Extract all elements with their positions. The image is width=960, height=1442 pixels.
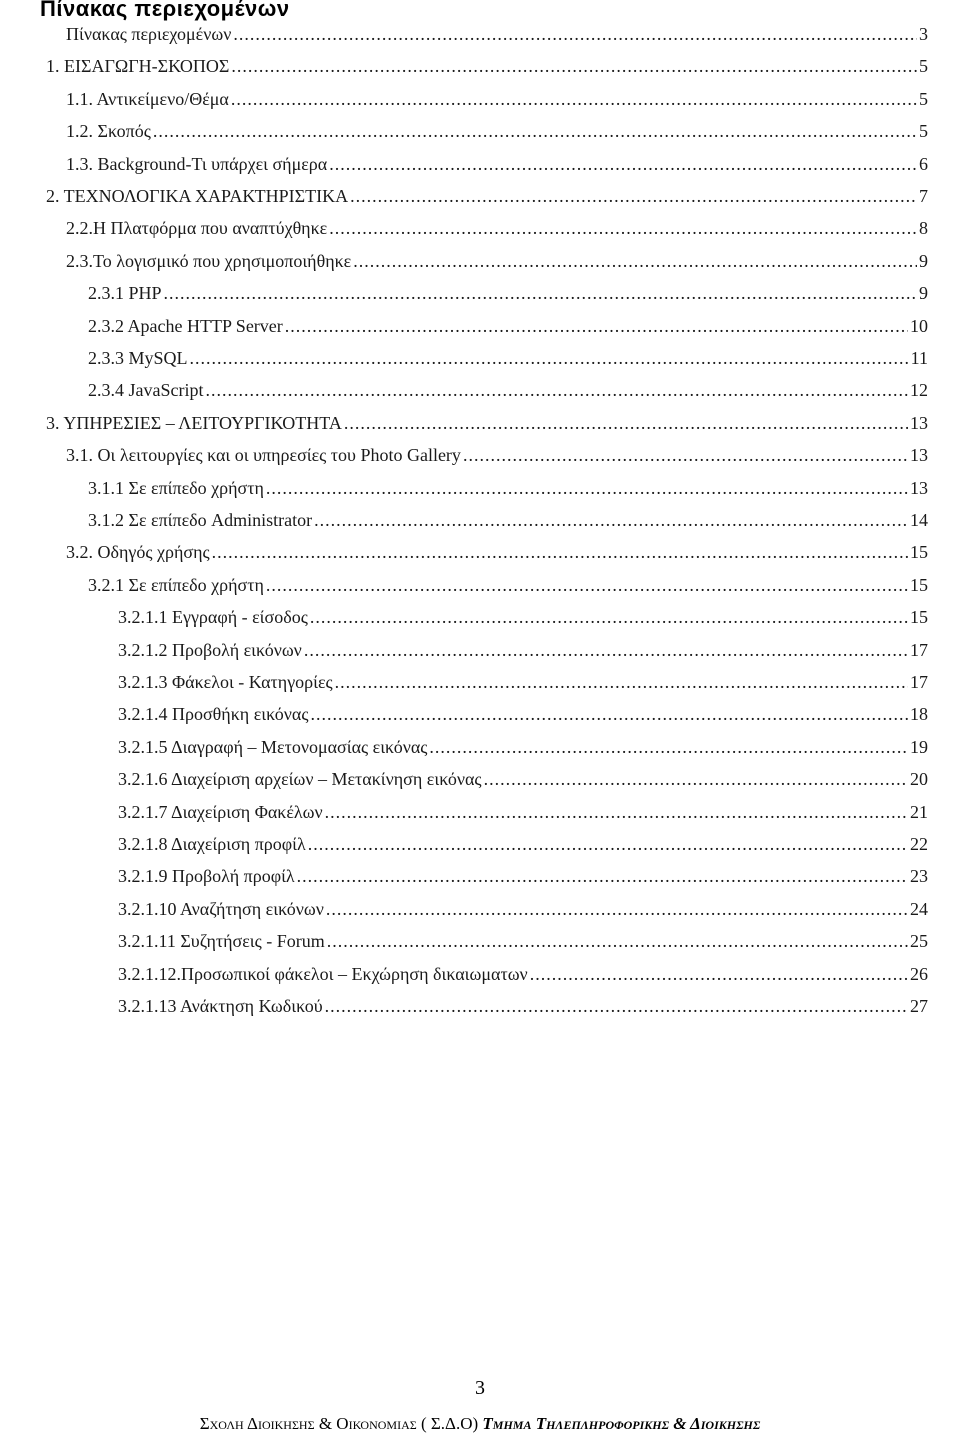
- toc-entry[interactable]: [118, 704, 928, 734]
- toc-leader-dots: [153, 121, 917, 142]
- toc-entry[interactable]: [88, 380, 928, 410]
- footer-school: Σχολη Διοικησης & Οικονομιας ( Σ.Δ.Ο): [199, 1414, 479, 1433]
- toc-heading: Πίνακας περιεχομένων: [40, 0, 290, 21]
- toc-leader-dots: [164, 283, 917, 304]
- toc-entry-label: 3.2.1.3 Φάκελοι - Κατηγορίες: [118, 672, 333, 692]
- toc-entry[interactable]: [88, 510, 928, 540]
- toc-entry-page: 13: [910, 445, 928, 466]
- toc-entry[interactable]: [66, 251, 928, 281]
- toc-entry-page: 5: [919, 88, 928, 109]
- toc-entry-label: 2. ΤΕΧΝΟΛΟΓΙΚΑ ΧΑΡΑΚΤΗΡΙΣΤΙΚΑ: [46, 186, 349, 206]
- toc-leader-dots: [329, 218, 917, 239]
- toc-entry-page: 5: [919, 56, 928, 77]
- toc-entry-page: 13: [910, 477, 928, 498]
- toc-entry-label: 2.3.2 Apache HTTP Server: [88, 315, 283, 336]
- toc-entry-label: 1.3. Background-Τι υπάρχει σήμερα: [66, 153, 328, 174]
- toc-entry-page: 12: [910, 380, 928, 401]
- toc-entry-label: 2.3.1 PHP: [88, 283, 162, 304]
- toc-entry-page: 25: [910, 931, 928, 952]
- toc-entry[interactable]: [88, 348, 928, 378]
- toc-leader-dots: [329, 154, 917, 175]
- toc-leader-dots: [304, 640, 908, 661]
- toc-entry-page: 9: [919, 283, 928, 304]
- toc-entry-label: 3.2.1.13 Ανάκτηση Κωδικού: [118, 996, 323, 1016]
- toc-entry-label: 3.2.1.10 Αναζήτηση εικόνων: [118, 898, 324, 919]
- toc-leader-dots: [285, 316, 908, 337]
- toc-entry-page: 11: [910, 348, 928, 368]
- toc-leader-dots: [429, 737, 908, 758]
- toc-entry-page: 14: [910, 510, 928, 530]
- toc-entry[interactable]: [118, 769, 928, 799]
- toc-entry-label: 3.2.1.12.Προσωπικοί φάκελοι – Εκχώρηση δικαιωματων: [118, 963, 528, 984]
- toc-leader-dots: [530, 964, 908, 985]
- toc-leader-dots: [212, 542, 908, 563]
- toc-leader-dots: [297, 866, 908, 887]
- toc-entry-page: 15: [910, 607, 928, 628]
- toc-entry[interactable]: [118, 996, 928, 1026]
- toc-leader-dots: [335, 672, 908, 693]
- toc-leader-dots: [344, 413, 908, 434]
- toc-entry-label: 3.2.1.6 Διαχείριση αρχείων – Μετακίνηση εικόνας: [118, 769, 482, 790]
- toc-entry-label: 3.2. Οδηγός χρήσης: [66, 542, 210, 563]
- toc-entry-label: 3.2.1.2 Προβολή εικόνων: [118, 639, 302, 660]
- toc-leader-dots: [463, 445, 908, 466]
- toc-entry-label: Πίνακας περιεχομένων: [66, 24, 232, 44]
- toc-entry-label: 3.1. Οι λειτουργίες και οι υπηρεσίες του Photo Gallery: [66, 445, 461, 466]
- toc-entry-page: 9: [919, 250, 928, 271]
- toc-entry-page: 3: [919, 24, 928, 44]
- toc-entry-page: 8: [919, 218, 928, 239]
- footer-department: Τμημα Τηλεπληροφορικης & Διοικησης: [482, 1414, 761, 1433]
- toc-entry-page: 17: [910, 639, 928, 660]
- toc-entry[interactable]: [118, 607, 928, 637]
- toc-leader-dots: [484, 769, 908, 790]
- toc-entry-label: 3.2.1.7 Διαχείριση Φακέλων: [118, 801, 323, 822]
- toc-leader-dots: [353, 251, 917, 272]
- toc-entry-label: 3.1.2 Σε επίπεδο Administrator: [88, 510, 313, 530]
- toc-entry[interactable]: [66, 24, 928, 54]
- toc-entry[interactable]: [118, 866, 928, 896]
- toc-entry[interactable]: [66, 445, 928, 475]
- toc-entry-page: 6: [919, 153, 928, 174]
- toc-entry[interactable]: [66, 154, 928, 184]
- toc-entry-page: 19: [910, 736, 928, 757]
- page-footer: [0, 1414, 960, 1434]
- toc-entry[interactable]: [88, 283, 928, 313]
- toc-entry-page: 13: [910, 412, 928, 433]
- toc-leader-dots: [310, 607, 908, 628]
- toc-entry-label: 3.2.1.11 Συζητήσεις - Forum: [118, 931, 325, 952]
- toc-entry[interactable]: [118, 640, 928, 670]
- toc-entry-page: 7: [919, 186, 928, 206]
- toc-entry-label: 1.1. Αντικείμενο/Θέμα: [66, 88, 229, 109]
- toc-leader-dots: [327, 931, 908, 952]
- toc-leader-dots: [190, 348, 909, 369]
- toc-entry[interactable]: [118, 672, 928, 702]
- toc-entry[interactable]: [118, 931, 928, 961]
- page-number: 3: [475, 1377, 485, 1399]
- toc-entry-page: 18: [910, 704, 928, 725]
- toc-leader-dots: [266, 575, 908, 596]
- toc-entry-label: 2.3.Το λογισμικό που χρησιμοποιήθηκε: [66, 250, 352, 271]
- toc-entry[interactable]: [118, 834, 928, 864]
- toc-entry[interactable]: [46, 186, 928, 216]
- toc-entry[interactable]: [88, 316, 928, 346]
- toc-entry-page: 24: [910, 898, 928, 919]
- toc-leader-dots: [233, 24, 917, 45]
- toc-leader-dots: [308, 834, 908, 855]
- toc-leader-dots: [231, 89, 917, 110]
- toc-entry[interactable]: [88, 478, 928, 508]
- toc-entry-label: 3.1.1 Σε επίπεδο χρήστη: [88, 477, 264, 498]
- toc-entry-label: 3. ΥΠΗΡΕΣΙΕΣ – ΛΕΙΤΟΥΡΓΙΚΟΤΗΤΑ: [46, 412, 342, 433]
- toc-entry-label: 2.3.3 MySQL: [88, 348, 188, 368]
- toc-entry[interactable]: [66, 89, 928, 119]
- toc-entry[interactable]: [46, 56, 928, 86]
- toc-entry-page: 26: [910, 963, 928, 984]
- toc-leader-dots: [314, 510, 908, 531]
- toc-leader-dots: [310, 704, 908, 725]
- toc-leader-dots: [325, 802, 908, 823]
- toc-entry-page: 23: [910, 866, 928, 887]
- toc-entry[interactable]: [118, 899, 928, 929]
- toc-entry[interactable]: [88, 575, 928, 605]
- toc-entry[interactable]: [46, 413, 928, 443]
- toc-leader-dots: [231, 56, 917, 77]
- toc-entry-page: 15: [910, 574, 928, 595]
- toc-entry[interactable]: [66, 218, 928, 248]
- toc-entry-label: 3.2.1.5 Διαγραφή – Μετονομασίας εικόνας: [118, 736, 428, 757]
- toc-leader-dots: [325, 996, 908, 1017]
- toc-entry-label: 2.3.4 JavaScript: [88, 380, 204, 401]
- toc-entry-label: 3.2.1 Σε επίπεδο χρήστη: [88, 574, 264, 595]
- toc-entry-label: 3.2.1.8 Διαχείριση προφίλ: [118, 834, 306, 854]
- toc-leader-dots: [326, 899, 908, 920]
- toc-entry[interactable]: [66, 542, 928, 572]
- toc-entry[interactable]: [118, 964, 928, 994]
- toc-entry-label: 1. ΕΙΣΑΓΩΓΗ-ΣΚΟΠΟΣ: [46, 56, 230, 77]
- toc-entry-page: 27: [910, 996, 928, 1016]
- toc-leader-dots: [350, 186, 917, 207]
- toc-entry-page: 17: [910, 672, 928, 692]
- toc-entry-page: 15: [910, 542, 928, 563]
- toc-leader-dots: [205, 380, 908, 401]
- toc-leader-dots: [266, 478, 908, 499]
- toc-entry-label: 2.2.Η Πλατφόρμα που αναπτύχθηκε: [66, 218, 328, 239]
- toc-entry-label: 3.2.1.4 Προσθήκη εικόνας: [118, 704, 309, 725]
- toc-entry-page: 10: [910, 315, 928, 336]
- toc-entry-page: 5: [919, 121, 928, 142]
- toc-entry-page: 21: [910, 801, 928, 822]
- toc-entry[interactable]: [66, 121, 928, 151]
- toc-entry[interactable]: [118, 802, 928, 832]
- toc-entry[interactable]: [118, 737, 928, 767]
- toc-entry-page: 20: [910, 769, 928, 790]
- toc-entry-label: 3.2.1.9 Προβολή προφίλ: [118, 866, 295, 887]
- toc-entry-label: 3.2.1.1 Εγγραφή - είσοδος: [118, 607, 308, 628]
- toc-entry-label: 1.2. Σκοπός: [66, 121, 151, 142]
- toc-entry-page: 22: [910, 834, 928, 854]
